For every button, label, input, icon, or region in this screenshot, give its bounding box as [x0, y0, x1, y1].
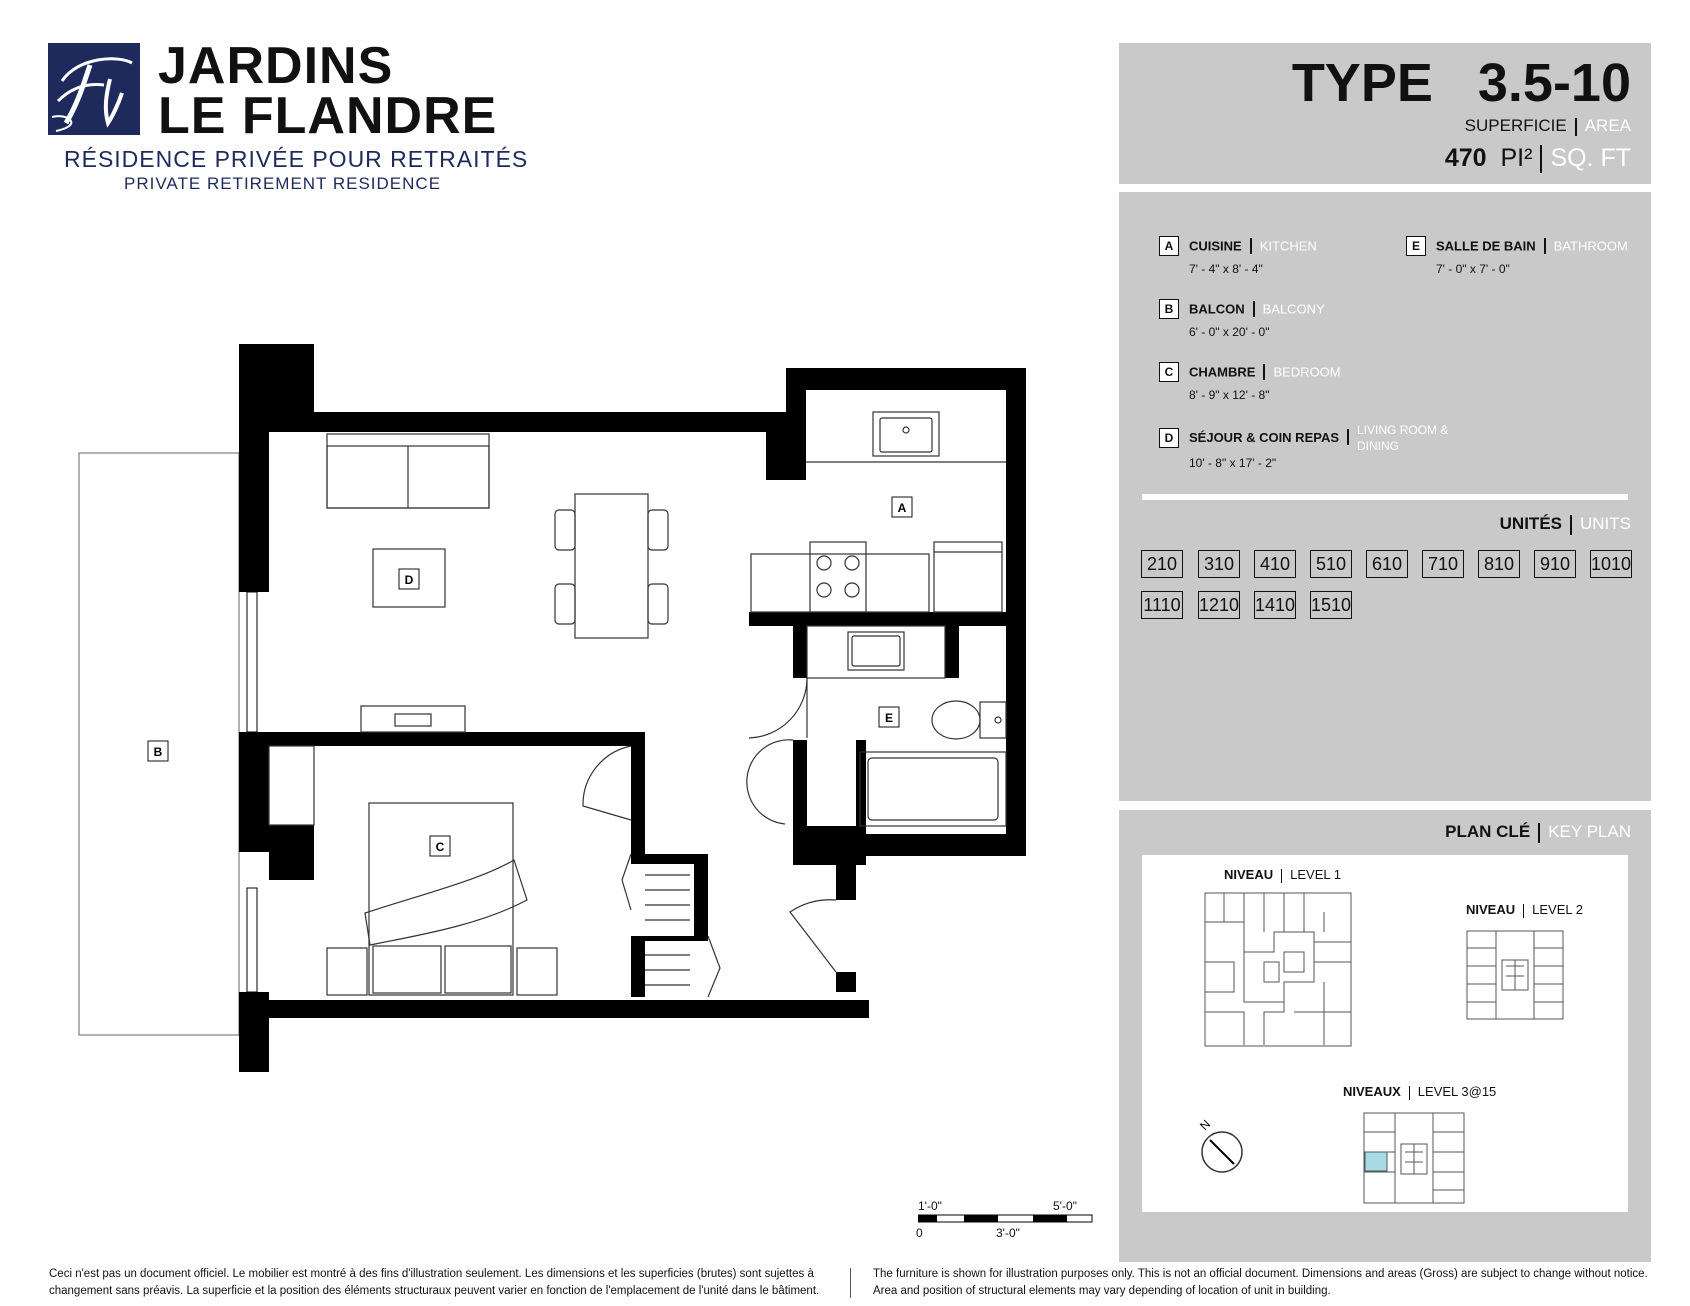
area-value-row: [1445, 144, 1631, 173]
level2-label-en: LEVEL 2: [1532, 902, 1583, 917]
unit-number: 410: [1254, 550, 1296, 578]
room-name-en: BEDROOM: [1273, 364, 1341, 380]
unit-number: 810: [1478, 550, 1520, 578]
plan-label-b: B: [153, 745, 163, 759]
units-heading: [1500, 514, 1631, 535]
room-letter: D: [1159, 428, 1179, 448]
level2-key-plan: [1466, 930, 1564, 1020]
type-value: 3.5-10: [1477, 53, 1631, 113]
unit-number: 710: [1422, 550, 1464, 578]
unit-number: 610: [1366, 550, 1408, 578]
scale-label-5ft: 5'-0": [1053, 1199, 1077, 1213]
north-label: N: [1197, 1116, 1214, 1133]
plan-label-e: E: [884, 711, 894, 725]
room-letter: E: [1406, 236, 1426, 256]
disclaimer-fr-line1: Ceci n'est pas un document officiel. Le mobilier est montré à des fins d'illustration seulement. Les dimensions et les superficies (brutes) sont sujettes à: [49, 1268, 814, 1280]
north-arrow-icon: [1192, 1112, 1250, 1176]
unit-number: 1210: [1198, 591, 1240, 619]
area-heading: [1465, 116, 1631, 136]
area-label-fr: SUPERFICIE: [1464, 116, 1567, 135]
key-plan-label-en: KEY PLAN: [1548, 822, 1631, 841]
area-value: 470: [1444, 144, 1487, 172]
key-plan-heading: [1445, 822, 1631, 843]
scale-label-3ft: 3'-0": [996, 1226, 1020, 1240]
living-furniture: [327, 434, 668, 732]
panel-divider: [1142, 494, 1628, 500]
disclaimer-en-line2: Area and position of structural elements may vary depending of location of unit in building.: [873, 1285, 1331, 1297]
room-name-fr: SALLE DE BAIN: [1436, 238, 1536, 254]
level1-label-fr: NIVEAU: [1224, 867, 1274, 882]
key-plan-label-fr: PLAN CLÉ: [1445, 822, 1531, 841]
disclaimer-en: [873, 1266, 1673, 1300]
unit-type-title: [1292, 52, 1631, 114]
level2-label-fr: NIVEAU: [1466, 902, 1516, 917]
room-dimension: 8' - 9" x 12' - 8": [1189, 388, 1270, 402]
room-item-bedroom: [1159, 362, 1341, 402]
brand-tagline-fr: RÉSIDENCE PRIVÉE POUR RETRAITÉS: [64, 146, 529, 172]
room-name-en: KITCHEN: [1259, 238, 1317, 254]
area-label-en: AREA: [1584, 116, 1631, 135]
unit-number: 1110: [1141, 591, 1183, 619]
room-name-en-line2: DINING: [1357, 439, 1400, 453]
room-letter: C: [1159, 362, 1179, 382]
type-label: TYPE: [1291, 53, 1433, 113]
room-dimension: 7' - 4" x 8' - 4": [1189, 262, 1263, 276]
plan-label-d: D: [404, 573, 414, 587]
scale-label-1ft: 1'-0": [918, 1199, 942, 1213]
room-dimension: 10' - 8" x 17' - 2": [1189, 456, 1277, 470]
room-item-kitchen: [1159, 236, 1317, 276]
room-name-en: BALCONY: [1262, 301, 1325, 317]
disclaimer-divider: [850, 1268, 851, 1298]
scale-bar: [918, 1214, 1093, 1224]
room-name-fr: CUISINE: [1189, 238, 1242, 254]
plan-label-c: C: [435, 840, 445, 854]
room-dimension: 7' - 0" x 7' - 0": [1436, 262, 1510, 276]
scale-label-0: 0: [916, 1226, 923, 1240]
disclaimer-fr-line2: changement sans préavis. La superficie et la position des éléments structuraux peuvent varier en fonction de l'emplacement de l'unité dans le bâtiment.: [49, 1285, 820, 1297]
plan-walls: [239, 344, 1026, 1072]
room-item-living-dining: [1159, 422, 1448, 470]
room-name-en-line1: LIVING ROOM &: [1357, 423, 1449, 437]
disclaimer-fr: [49, 1266, 829, 1300]
unit-number: 210: [1141, 550, 1183, 578]
room-letter: B: [1159, 299, 1179, 319]
room-name-fr: BALCON: [1189, 301, 1245, 317]
level3-label-fr: NIVEAUX: [1343, 1084, 1401, 1099]
level1-label: [1224, 867, 1341, 883]
highlighted-unit: [1365, 1152, 1387, 1171]
brand-tagline-en: PRIVATE RETIREMENT RESIDENCE: [124, 174, 442, 193]
unit-number: 510: [1310, 550, 1352, 578]
unit-number: 310: [1198, 550, 1240, 578]
room-item-bathroom: [1406, 236, 1628, 276]
level3-key-plan: [1363, 1112, 1465, 1204]
level3-label: [1343, 1084, 1496, 1100]
level1-key-plan: [1204, 892, 1352, 1047]
unit-number: 1010: [1590, 550, 1632, 578]
area-unit-en: SQ. FT: [1550, 144, 1631, 172]
level2-label: [1466, 902, 1583, 918]
room-dimension: 6' - 0" x 20' - 0": [1189, 325, 1270, 339]
unit-number: 1510: [1310, 591, 1352, 619]
room-name-fr: CHAMBRE: [1189, 364, 1256, 380]
room-name-fr: SÉJOUR & COIN REPAS: [1189, 430, 1340, 445]
level3-label-en: LEVEL 3@15: [1417, 1084, 1497, 1099]
area-unit-fr: PI²: [1500, 144, 1533, 172]
brand-name-line2: LE FLANDRE: [158, 87, 498, 145]
plan-label-a: A: [897, 501, 907, 515]
unit-number: 1410: [1254, 591, 1296, 619]
units-label-fr: UNITÉS: [1499, 514, 1562, 533]
level1-label-en: LEVEL 1: [1290, 867, 1341, 882]
units-label-en: UNITS: [1580, 514, 1631, 533]
bathroom-fixtures: [747, 626, 1006, 972]
room-letter: A: [1159, 236, 1179, 256]
room-item-balcony: [1159, 299, 1325, 339]
room-name-en: [1357, 422, 1448, 454]
brand-name-line1: JARDINS: [158, 37, 394, 95]
room-name-en: BATHROOM: [1553, 238, 1628, 254]
bedroom-furniture: [269, 746, 720, 997]
disclaimer-en-line1: The furniture is shown for illustration purposes only. This is not an official document. Dimensions and areas (Gross) are subject to change without notice.: [873, 1268, 1648, 1280]
unit-number: 910: [1534, 550, 1576, 578]
